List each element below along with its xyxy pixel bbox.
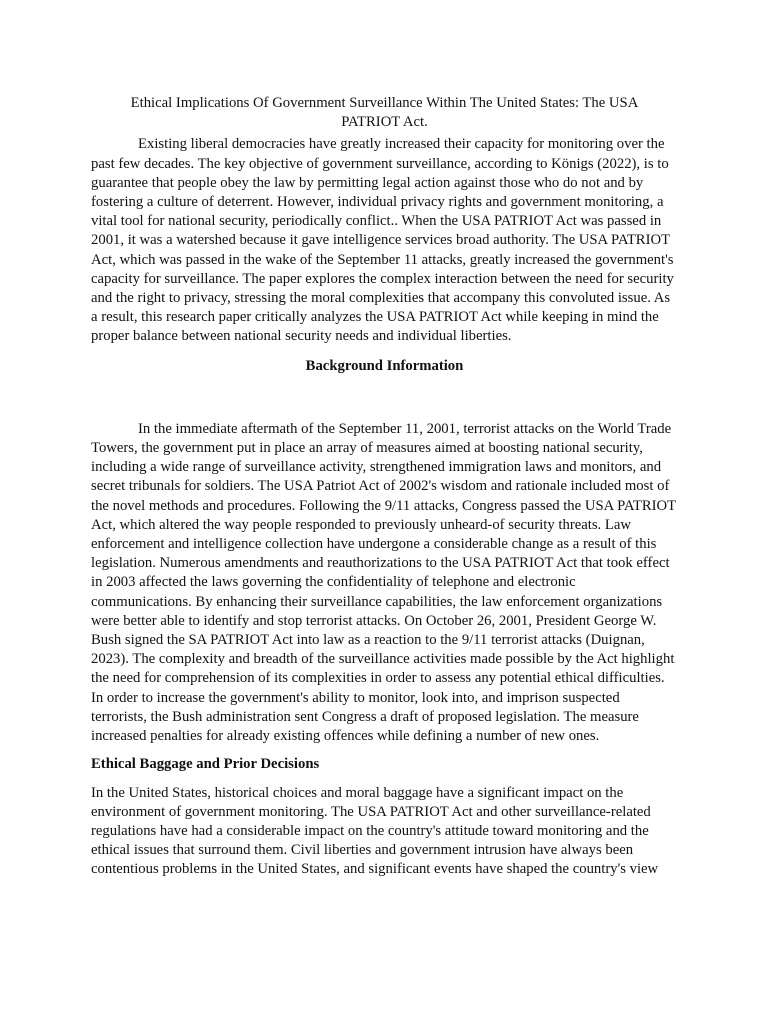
background-heading: Background Information (305, 357, 464, 374)
document-body (91, 94, 678, 880)
document-title: Ethical Implications Of Government Surveillance Within The United States: The USA PATRIOT Act. (130, 95, 639, 131)
ethical-baggage-heading: Ethical Baggage and Prior Decisions (91, 756, 320, 773)
intro-paragraph: Existing liberal democracies have greatly increased their capacity for monitoring over the past few decades. The key objective of government surveillance, according to Königs (2022), is to guarantee that people obey the law by permitting legal action against those who do not and by fostering a culture of deterrent. However, individual privacy rights and government monitoring, a vital tool for national security, periodically conflict.. When the USA PATRIOT Act was passed in 2001, it was a watershed because it gave intelligence services broad authority. The USA PATRIOT Act, which was passed in the wake of the September 11 attacks, greatly increased the government's capacity for surveillance. The paper explores the complex interaction between the need for security and the right to privacy, stressing the moral complexities that accompany this convoluted issue. As a result, this research paper critically analyzes the USA PATRIOT Act while keeping in mind the proper balance between national security needs and individual liberties. (91, 136, 674, 345)
ethical-baggage-paragraph: In the United States, historical choices and moral baggage have a significant impact on the environment of government monitoring. The USA PATRIOT Act and other surveillance-related regulations have had a considerable impact on the country's attitude toward monitoring and the ethical issues that surround them. Civil liberties and government intrusion have always been contentious problems in the United States, and significant events have shaped the country's view (91, 784, 659, 878)
background-paragraph: In the immediate aftermath of the September 11, 2001, terrorist attacks on the World Trade Towers, the government put in place an array of measures aimed at boosting national security, including a wide range of surveillance activity, strengthened immigration laws and monitors, and secret tribunals for soldiers. The USA Patriot Act of 2002's wisdom and rationale included most of the novel methods and procedures. Following the 9/11 attacks, Congress passed the USA PATRIOT Act, which altered the way people responded to previously unheard-of security threats. Law enforcement and intelligence collection have undergone a considerable change as a result of this legislation. Numerous amendments and reauthorizations to the USA PATRIOT Act that took effect in 2003 affected the laws governing the confidentiality of telephone and electronic communications. By enhancing their surveillance capabilities, the law enforcement organizations were better able to identify and stop terrorist attacks. On October 26, 2001, President George W. Bush signed the SA PATRIOT Act into law as a reaction to the 9/11 terrorist attacks (Duignan, 2023). The complexity and breadth of the surveillance activities made possible by the Act highlight the need for comprehension of its complexities in order to assess any potential ethical difficulties. In order to increase the government's ability to monitor, look into, and imprison suspected terrorists, the Bush administration sent Congress a draft of proposed legislation. The measure increased penalties for already existing offences while defining a number of new ones. (91, 420, 676, 745)
